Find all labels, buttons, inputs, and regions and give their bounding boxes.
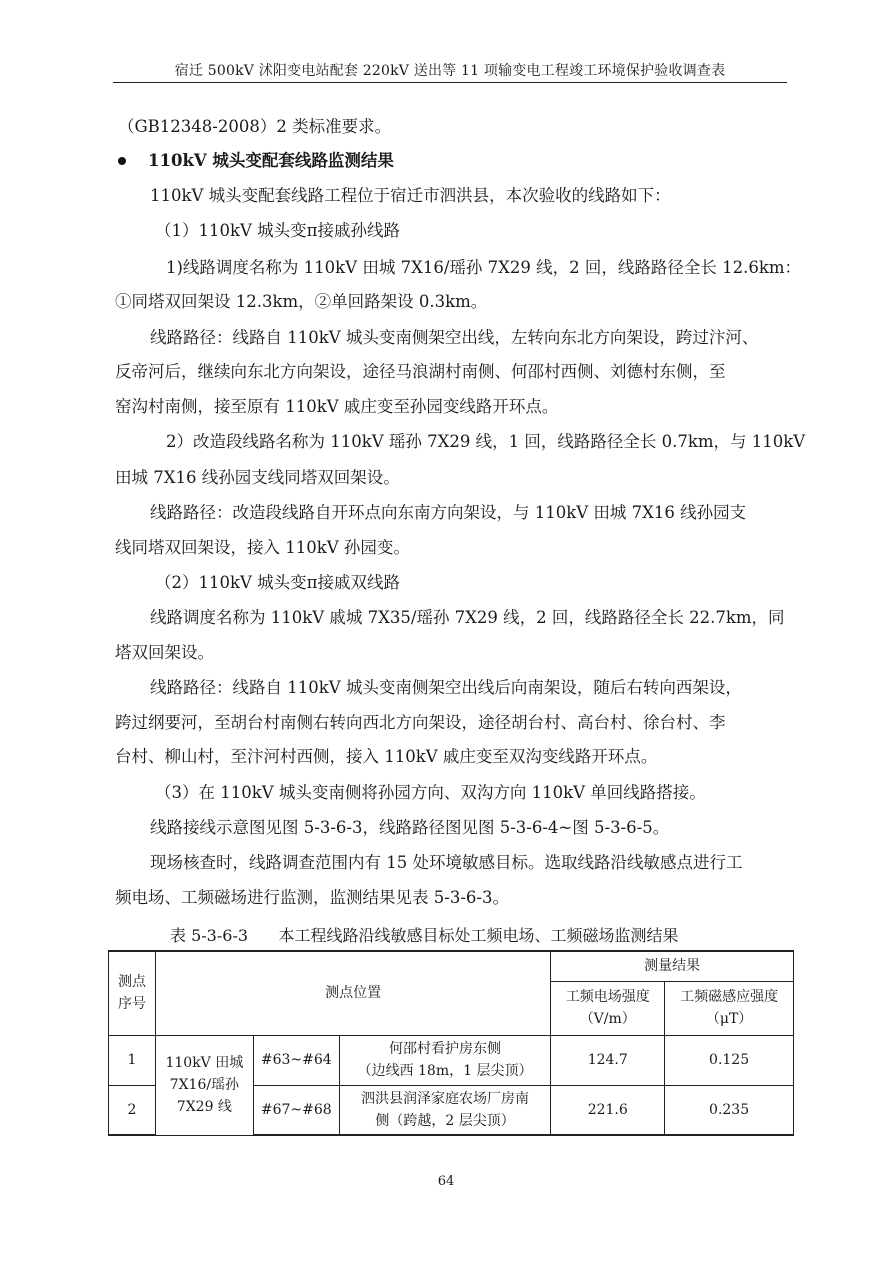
body-line: 110kV 城头变配套线路工程位于宿迁市泗洪县，本次验收的线路如下： (150, 186, 671, 205)
row-tower: #63~#64 (253, 1035, 339, 1085)
body-line: 1)线路调度名称为 110kV 田城 7X16/瑶孙 7X29 线，2 回，线路路径全长 12.6km： (166, 258, 801, 277)
header-efield: 工频电场强度 （V/m） (551, 981, 665, 1035)
body-line: 台村、柳山村，至汴河村西侧，接入 110kV 戚庄变至双沟变线路开环点。 (115, 747, 658, 766)
row-tower: #67~#68 (253, 1085, 339, 1135)
table-caption: 表 5-3-6-3 本工程线路沿线敏感目标处工频电场、工频磁场监测结果 (170, 926, 679, 945)
body-line: 窑沟村南侧，接至原有 110kV 戚庄变至孙园变线路开环点。 (115, 397, 559, 416)
bullet-icon (118, 157, 126, 165)
header-location: 测点位置 (155, 951, 550, 1035)
row-site: 泗洪县润泽家庭农场厂房南 侧（跨越，2 层尖顶） (339, 1085, 551, 1135)
body-line: 线同塔双回架设，接入 110kV 孙园变。 (115, 538, 410, 557)
row-mfield: 0.235 (665, 1085, 794, 1135)
row-efield: 124.7 (551, 1035, 665, 1085)
header-mfield: 工频磁感应强度 （μT） (665, 981, 794, 1035)
subsection-heading: （3）在 110kV 城头变南侧将孙园方向、双沟方向 110kV 单回线路搭接。 (155, 783, 706, 802)
header-results: 测量结果 (551, 951, 794, 981)
body-line: 现场核查时，线路调查范围内有 15 处环境敏感目标。选取线路沿线敏感点进行工 (150, 853, 743, 872)
row-efield: 221.6 (551, 1085, 665, 1135)
body-line: 田城 7X16 线孙园支线同塔双回架设。 (115, 468, 400, 487)
section-heading: 110kV 城头变配套线路监测结果 (148, 151, 394, 170)
body-line: 线路接线示意图见图 5-3-6-3，线路路径图见图 5-3-6-4~图 5-3-6-5。 (150, 818, 670, 837)
row-seq: 1 (109, 1035, 156, 1085)
body-line: 线路调度名称为 110kV 戚城 7X35/瑶孙 7X29 线，2 回，线路路径全长 22.7km，同 (150, 608, 785, 627)
body-line: 2）改造段线路名称为 110kV 瑶孙 7X29 线，1 回，线路路径全长 0.7km，与 110kV (166, 432, 806, 451)
body-line: 反帝河后，继续向东北方向架设，途径马浪湖村南侧、何邵村西侧、刘德村东侧，至 (115, 362, 726, 381)
body-line: 跨过纲要河，至胡台村南侧右转向西北方向架设，途径胡台村、高台村、徐台村、李 (115, 713, 726, 732)
subsection-heading: （1）110kV 城头变π接戚孙线路 (155, 221, 400, 240)
page-number: 64 (437, 1174, 455, 1189)
line-name-cell: 110kV 田城 7X16/瑶孙 7X29 线 (155, 1035, 253, 1135)
monitoring-results-table (108, 950, 794, 1136)
page-header: 宿迁 500kV 沭阳变电站配套 220kV 送出等 11 项输变电工程竣工环境保护验收调查表 (174, 63, 726, 79)
header-rule (113, 82, 787, 83)
row-mfield: 0.125 (665, 1035, 794, 1085)
body-line: （GB12348-2008）2 类标准要求。 (118, 117, 392, 136)
subsection-heading: （2）110kV 城头变π接戚双线路 (155, 573, 400, 592)
body-line: 频电场、工频磁场进行监测，监测结果见表 5-3-6-3。 (115, 888, 509, 907)
table-row (109, 1035, 794, 1085)
body-line: 线路路径：改造段线路自开环点向东南方向架设，与 110kV 田城 7X16 线孙园支 (150, 503, 747, 522)
row-site: 何邵村看护房东侧 （边线西 18m，1 层尖顶） (339, 1035, 551, 1085)
header-seq: 测点 序号 (109, 951, 156, 1035)
body-line: 塔双回架设。 (115, 643, 214, 662)
body-line: ①同塔双回架设 12.3km，②单回路架设 0.3km。 (115, 292, 488, 311)
body-line: 线路路径：线路自 110kV 城头变南侧架空出线，左转向东北方向架设，跨过汴河、 (150, 328, 759, 347)
body-line: 线路路径：线路自 110kV 城头变南侧架空出线后向南架设，随后右转向西架设， (150, 678, 742, 697)
row-seq: 2 (109, 1085, 156, 1135)
